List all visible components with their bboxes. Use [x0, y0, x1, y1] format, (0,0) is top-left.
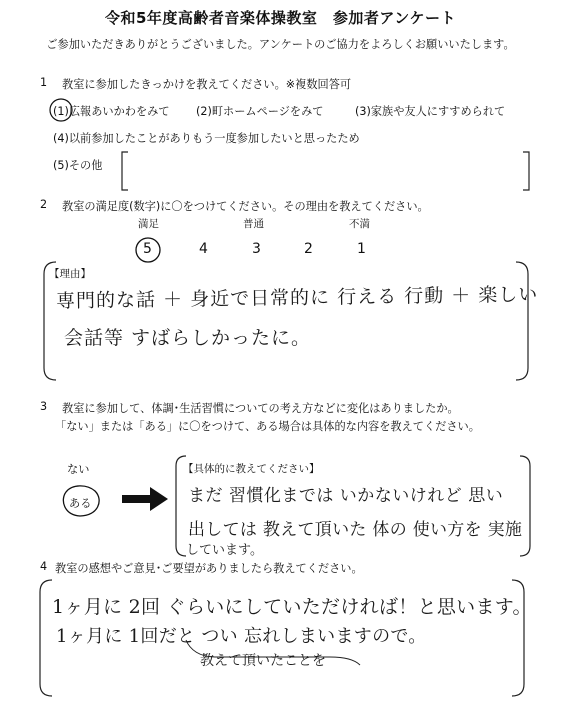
- insertion-caret: [186, 640, 360, 665]
- detail-label: 【具体的に教えてください】: [183, 463, 320, 475]
- scale-label-neutral: 普通: [243, 218, 264, 230]
- reason-line-1: 専門的な話 ＋ 身近で日常的に 行える 行動 ＋ 楽しい: [55, 283, 539, 313]
- q2-selection-circle: [136, 238, 160, 262]
- reason-box: [44, 262, 528, 380]
- answer-line-2: 1ヶ月に 1回だと つい 忘れしまいますので。: [56, 626, 427, 647]
- other-field-left-bracket: [122, 152, 128, 190]
- answer-line-1: 1ヶ月に 2回 ぐらいにしていただければ！と思います。: [52, 596, 532, 618]
- q2-number: 2: [40, 198, 48, 211]
- scale-label-satisfied: 満足: [138, 218, 159, 230]
- q1-text: 教室に参加したきっかけを教えてください。※複数回答可: [62, 78, 352, 91]
- reason-label: 【理由】: [49, 268, 91, 280]
- q1-option-5[interactable]: (5)その他: [53, 159, 103, 172]
- detail-box: [176, 456, 530, 556]
- q3-number: 3: [40, 400, 48, 413]
- q4-text: 教室の感想やご意見･ご要望がありましたら教えてください。: [55, 562, 363, 575]
- scale-option-5[interactable]: 5: [143, 241, 152, 257]
- q3-text-line2: 「ない」または「ある」に〇をつけて、ある場合は具体的な内容を教えてください。: [55, 420, 480, 433]
- q3-option-yes[interactable]: ある: [69, 497, 92, 510]
- arrow-icon: [122, 487, 168, 511]
- answer-insertion: 教えて頂いたことを: [200, 653, 326, 669]
- other-field-right-bracket: [523, 152, 529, 190]
- q1-option-4[interactable]: (4)以前参加したことがありもう一度参加したいと思ったため: [53, 132, 360, 145]
- q1-number: 1: [40, 76, 48, 89]
- scale-option-4[interactable]: 4: [199, 241, 208, 257]
- q1-selection-circle: [50, 99, 72, 121]
- detail-line-3: しています。: [186, 543, 263, 558]
- survey-intro: ご参加いただきありがとうございました。アンケートのご協力をよろしくお願いいたします。: [46, 38, 515, 51]
- scale-label-dissatisfied: 不満: [349, 218, 370, 230]
- q1-option-1[interactable]: (1)広報あいかわをみて: [53, 105, 170, 118]
- survey-title: 令和5年度高齢者音楽体操教室 参加者アンケート: [104, 9, 457, 27]
- q3-text-line1: 教室に参加して、体調･生活習慣についての考え方などに変化はありましたか。: [62, 402, 459, 415]
- scale-option-3[interactable]: 3: [252, 241, 261, 257]
- q1-option-3[interactable]: (3)家族や友人にすすめられて: [355, 105, 506, 118]
- q2-text: 教室の満足度(数字)に〇をつけてください。その理由を教えてください。: [62, 200, 429, 213]
- answer-box: [40, 580, 524, 696]
- scale-option-1[interactable]: 1: [357, 241, 366, 257]
- q3-selection-circle: [63, 486, 99, 516]
- reason-line-2: 会話等 すばらしかったに。: [64, 327, 312, 349]
- detail-line-1: まだ 習慣化までは いかないけれど 思い: [188, 486, 504, 506]
- scale-option-2[interactable]: 2: [304, 241, 313, 257]
- detail-line-2: 出しては 教えて頂いた 体の 使い方を 実施: [188, 520, 523, 540]
- q1-option-2[interactable]: (2)町ホームページをみて: [196, 105, 324, 118]
- q3-option-no[interactable]: ない: [67, 463, 90, 476]
- q4-number: 4: [40, 560, 48, 573]
